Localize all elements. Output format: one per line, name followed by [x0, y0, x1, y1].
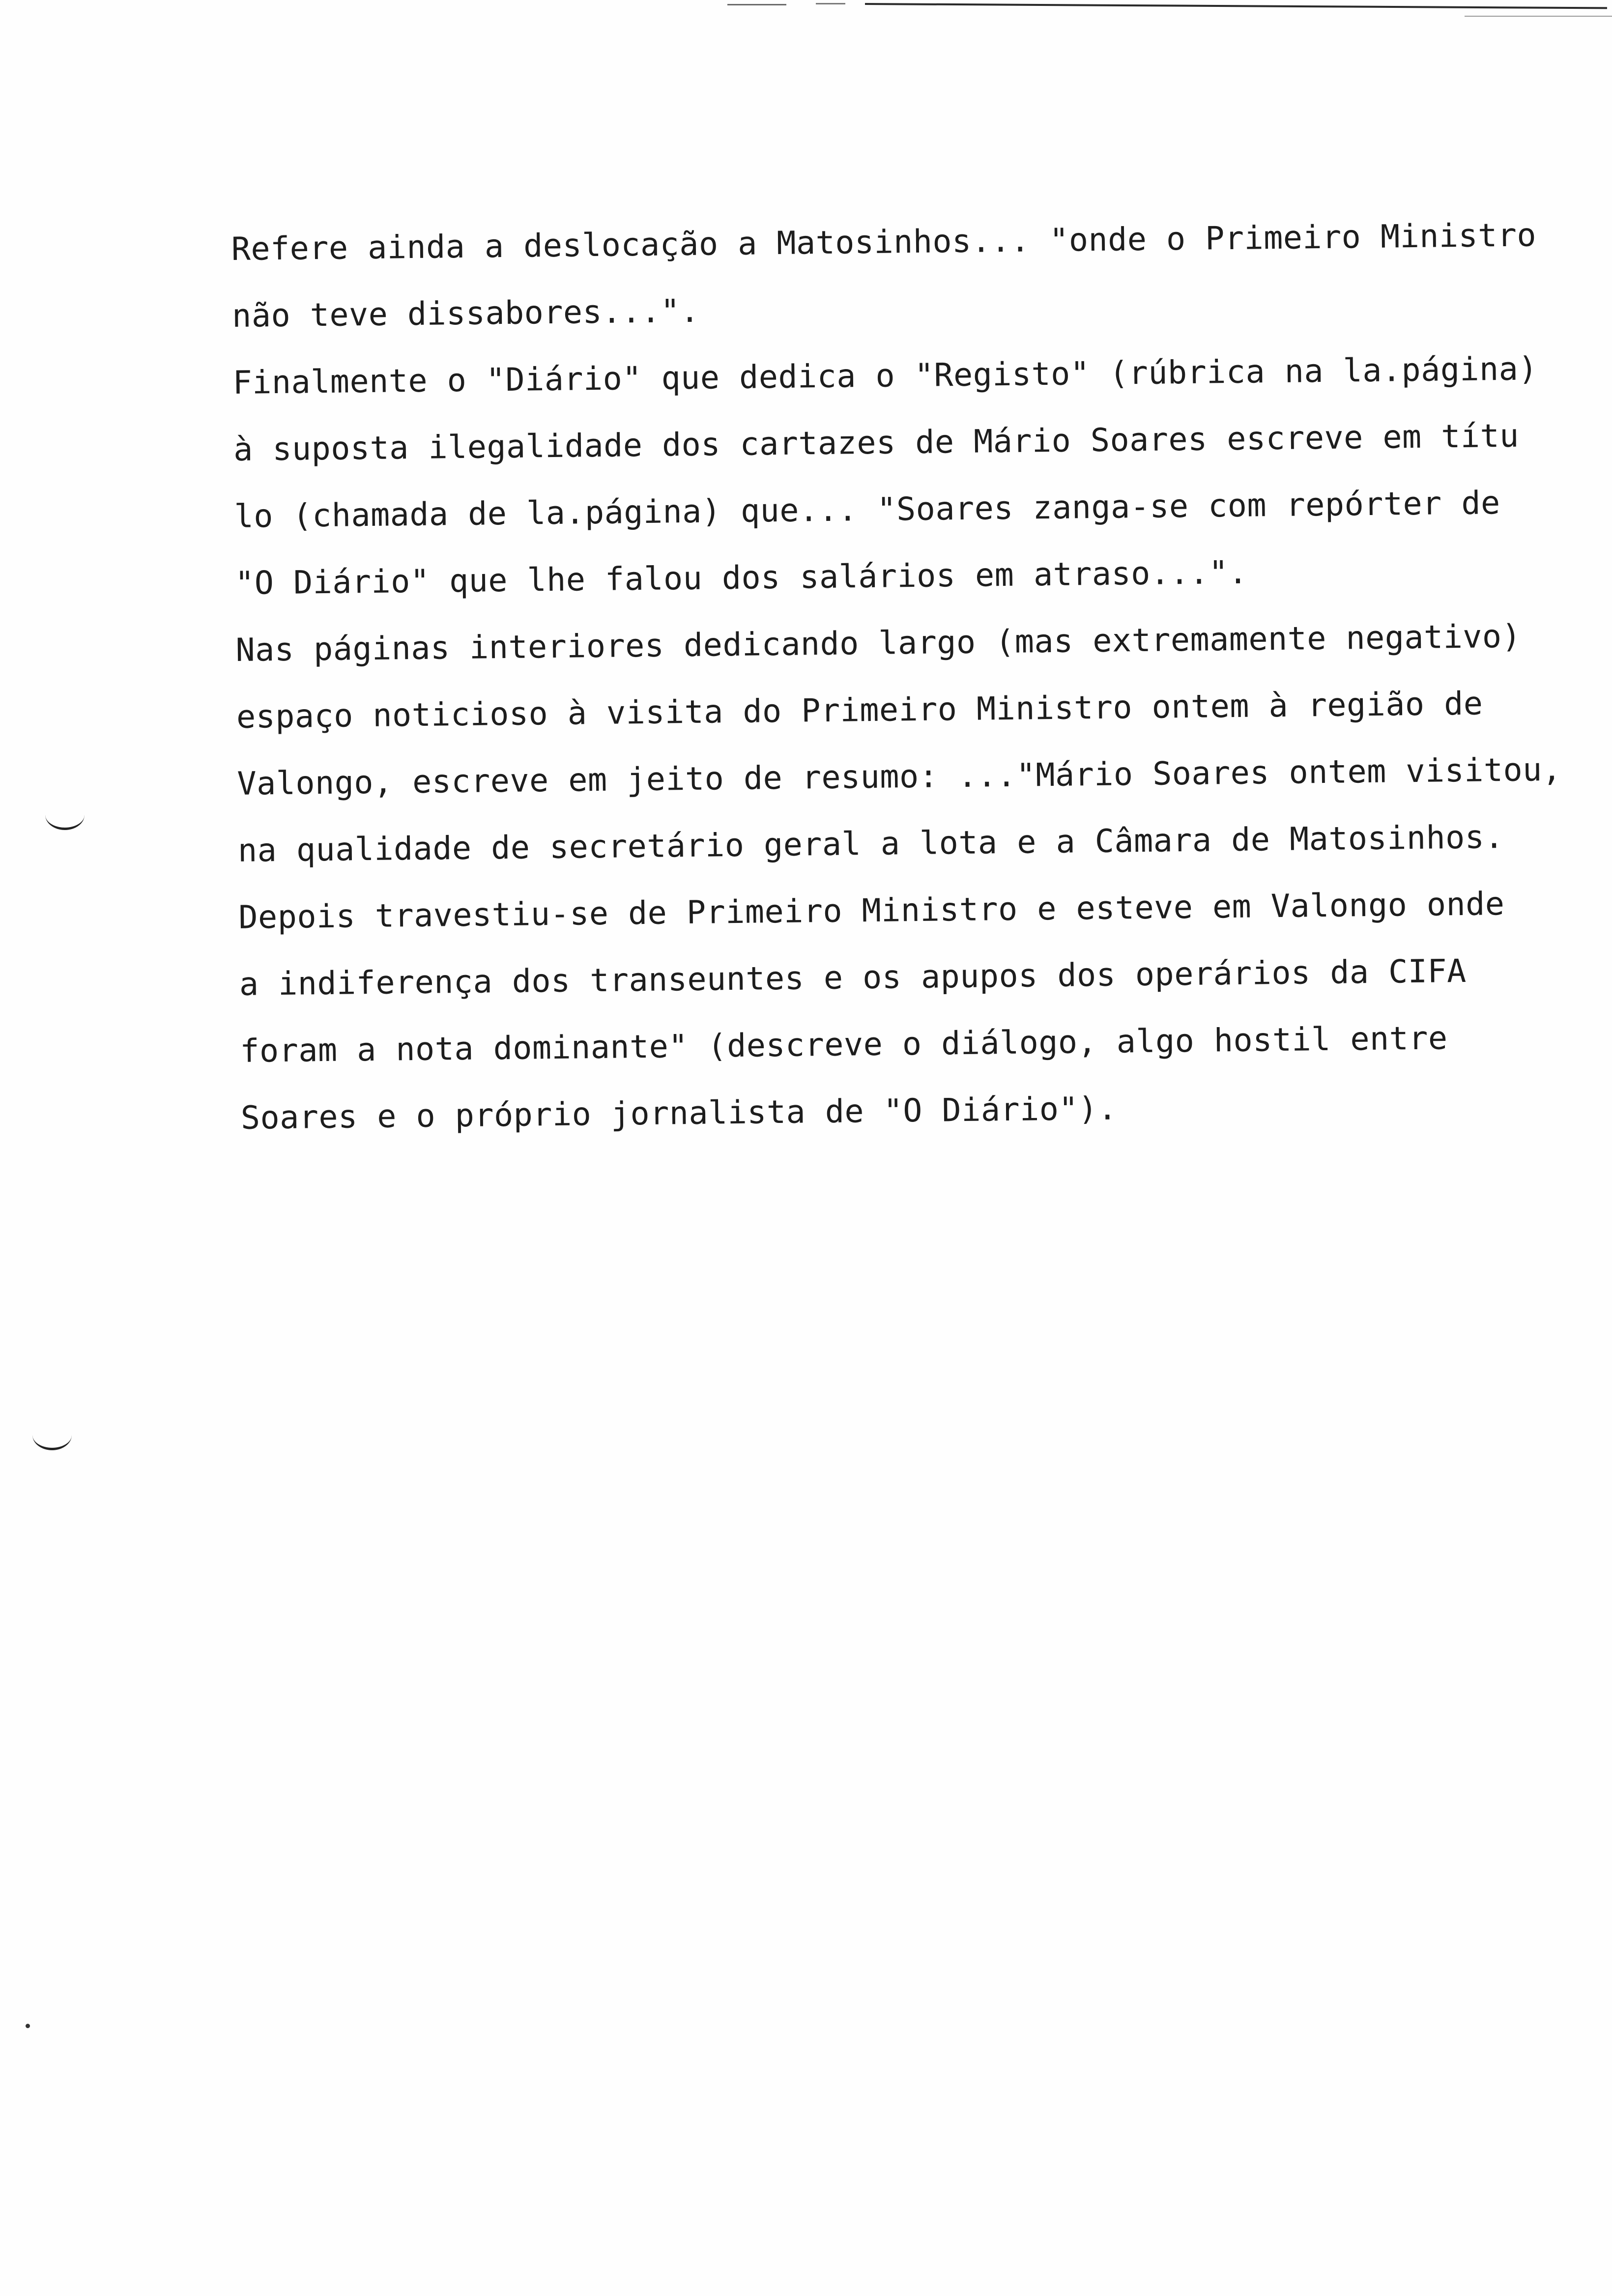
- text-line: não teve dissabores...".: [231, 292, 700, 335]
- text-line: Depois travestiu-se de Primeiro Ministro e esteve em Valongo onde: [238, 886, 1505, 936]
- text-line: Valongo, escreve em jeito de resumo: ..."Mário Soares ontem visitou,: [237, 751, 1562, 803]
- text-line: Refere ainda a deslocação a Matosinhos... "onde o Primeiro Ministro: [231, 217, 1537, 268]
- text-line: espaço noticioso à visita do Primeiro Ministro ontem à região de: [236, 685, 1483, 736]
- speck-mark: [26, 2024, 30, 2028]
- text-line: na qualidade de secretário geral a lota e a Câmara de Matosinhos.: [237, 819, 1504, 869]
- text-line: "O Diário" que lhe falou dos salários em atraso...".: [234, 554, 1248, 602]
- text-line: à suposta ilegalidade dos cartazes de Mário Soares escreve em títu: [233, 417, 1520, 468]
- page-edge-line: [727, 4, 786, 5]
- typed-text-body: [231, 201, 1612, 1152]
- page-edge-line: [1465, 16, 1612, 17]
- text-line: Nas páginas interiores dedicando largo (mas extremamente negativo): [235, 618, 1522, 669]
- text-line: Finalmente o "Diário" que dedica o "Registo" (rúbrica na la.página): [232, 350, 1538, 402]
- page-edge-line: [816, 3, 845, 4]
- text-line: foram a nota dominante" (descreve o diálogo, algo hostil entre: [239, 1020, 1448, 1070]
- text-line: Soares e o próprio jornalista de "O Diário").: [240, 1090, 1118, 1137]
- page-edge-line: [865, 3, 1607, 9]
- punch-hole-mark: [32, 1435, 72, 1450]
- text-line: lo (chamada de la.página) que... "Soares zanga-se com repórter de: [234, 485, 1501, 535]
- text-line: a indiferença dos transeuntes e os apupos dos operários da CIFA: [239, 952, 1467, 1003]
- punch-hole-mark: [45, 815, 85, 830]
